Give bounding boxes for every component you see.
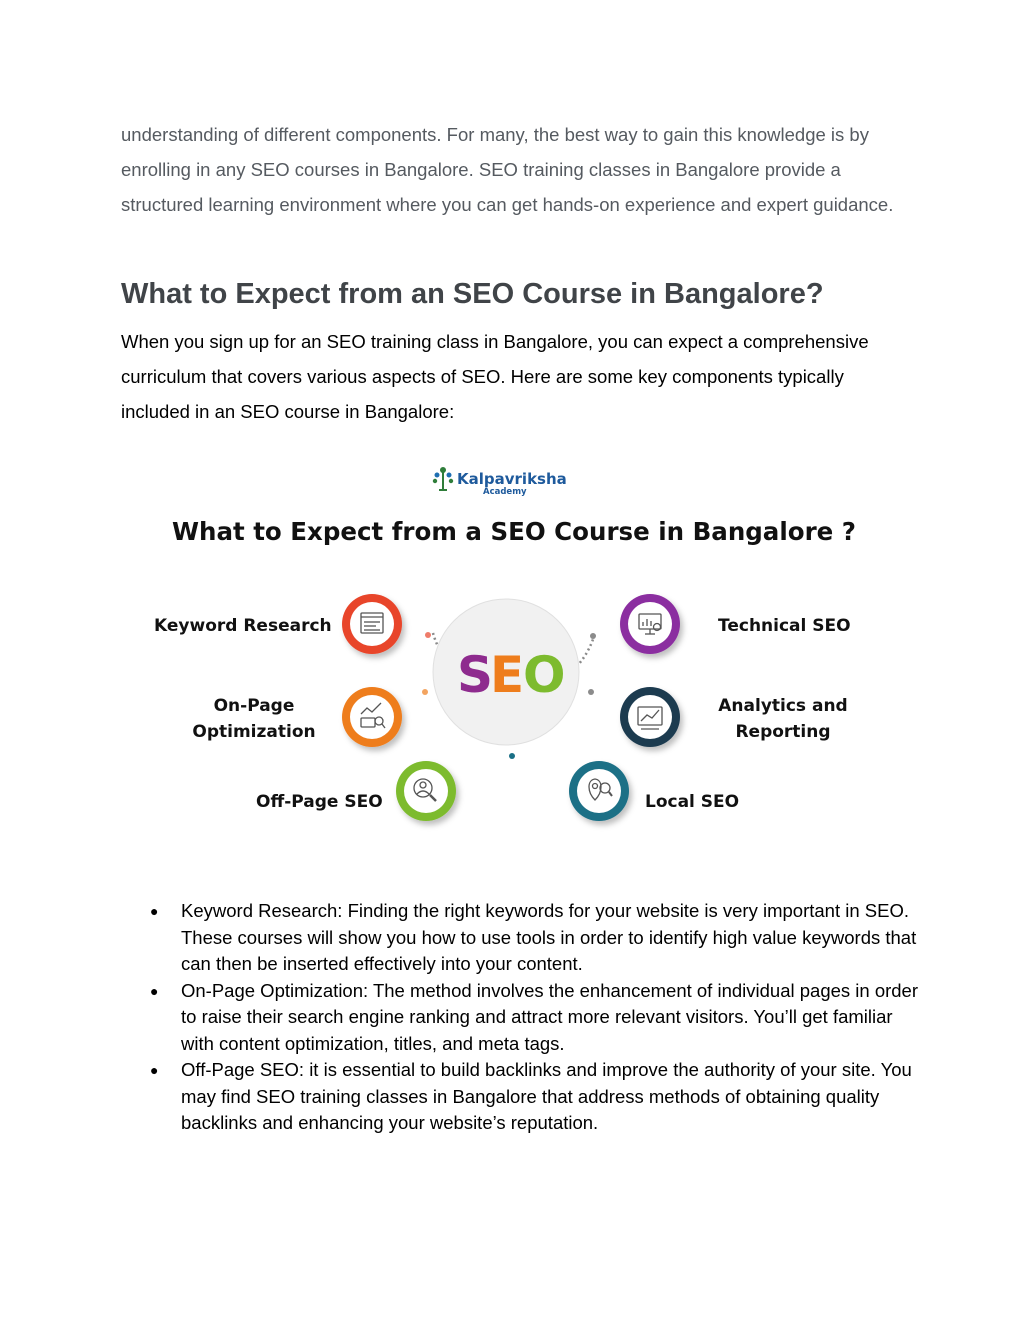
component-list <box>150 898 920 1137</box>
academy-logo <box>433 467 567 497</box>
section-heading: What to Expect from an SEO Course in Bangalore? <box>121 278 824 310</box>
analytics-reporting-item <box>620 687 848 747</box>
bullet-dot: ● <box>150 903 159 919</box>
list-item-text: Keyword Research: Finding the right keywords for your website is very important in SEO. These courses will show you how to use tools in order to identify high value keywords that can then be inserted effectively into your content. <box>181 900 917 974</box>
technical-seo-label: Technical SEO <box>718 616 851 636</box>
intro-paragraph: understanding of different components. For many, the best way to gain this knowledge is by enrolling in any SEO courses in Bangalore. SEO training classes in Bangalore provide a structured learning environment where you can get hands-on experience and expert guidance. <box>121 124 894 215</box>
seo-letter-o: O <box>523 646 566 704</box>
on-page-label-line2: Optimization <box>192 722 316 742</box>
on-page-optimization-item <box>192 687 402 747</box>
list-item-text: On-Page Optimization: The method involves the enhancement of individual pages in order to raise their search engine ranking and attract more relevant visitors. You’ll get familiar with content optimization, titles, and meta tags. <box>181 979 919 1054</box>
seo-letter-s: S <box>457 646 494 704</box>
lead-paragraph: When you sign up for an SEO training class in Bangalore, you can expect a comprehensive curriculum that covers various aspects of SEO. Here are some key components typically included in an SEO course in Bangalore: <box>121 331 869 422</box>
list-item-text: Off-Page SEO: it is essential to build backlinks and improve the authority of your site. You may find SEO training classes in Bangalore that address methods of obtaining quality backlinks and enhancing your website’s reputation. <box>181 1059 912 1133</box>
logo-subtitle: Academy <box>483 487 527 497</box>
local-seo-item <box>569 761 739 821</box>
infographic-title: What to Expect from a SEO Course in Bangalore ? <box>171 517 857 546</box>
list-item-off-page-seo <box>150 1057 920 1137</box>
analytics-label-line2: Reporting <box>735 722 831 742</box>
tree-logo-icon <box>433 467 453 490</box>
list-item-on-page-optimization <box>150 978 920 1058</box>
seo-letter-e: E <box>490 646 525 704</box>
on-page-label-line1: On-Page <box>213 696 295 716</box>
keyword-research-item <box>154 594 402 654</box>
seo-infographic <box>121 450 901 850</box>
local-seo-label: Local SEO <box>645 792 740 812</box>
bullet-dot: ● <box>150 982 159 999</box>
logo-name: Kalpavriksha <box>457 470 567 488</box>
technical-seo-item <box>620 594 851 654</box>
keyword-research-label: Keyword Research <box>154 616 332 636</box>
analytics-label-line1: Analytics and <box>718 696 848 716</box>
off-page-seo-label: Off-Page SEO <box>256 792 383 812</box>
list-item-keyword-research <box>150 898 920 978</box>
off-page-seo-item <box>256 761 456 821</box>
seo-center <box>422 599 596 759</box>
bullet-dot: ● <box>150 1062 159 1078</box>
